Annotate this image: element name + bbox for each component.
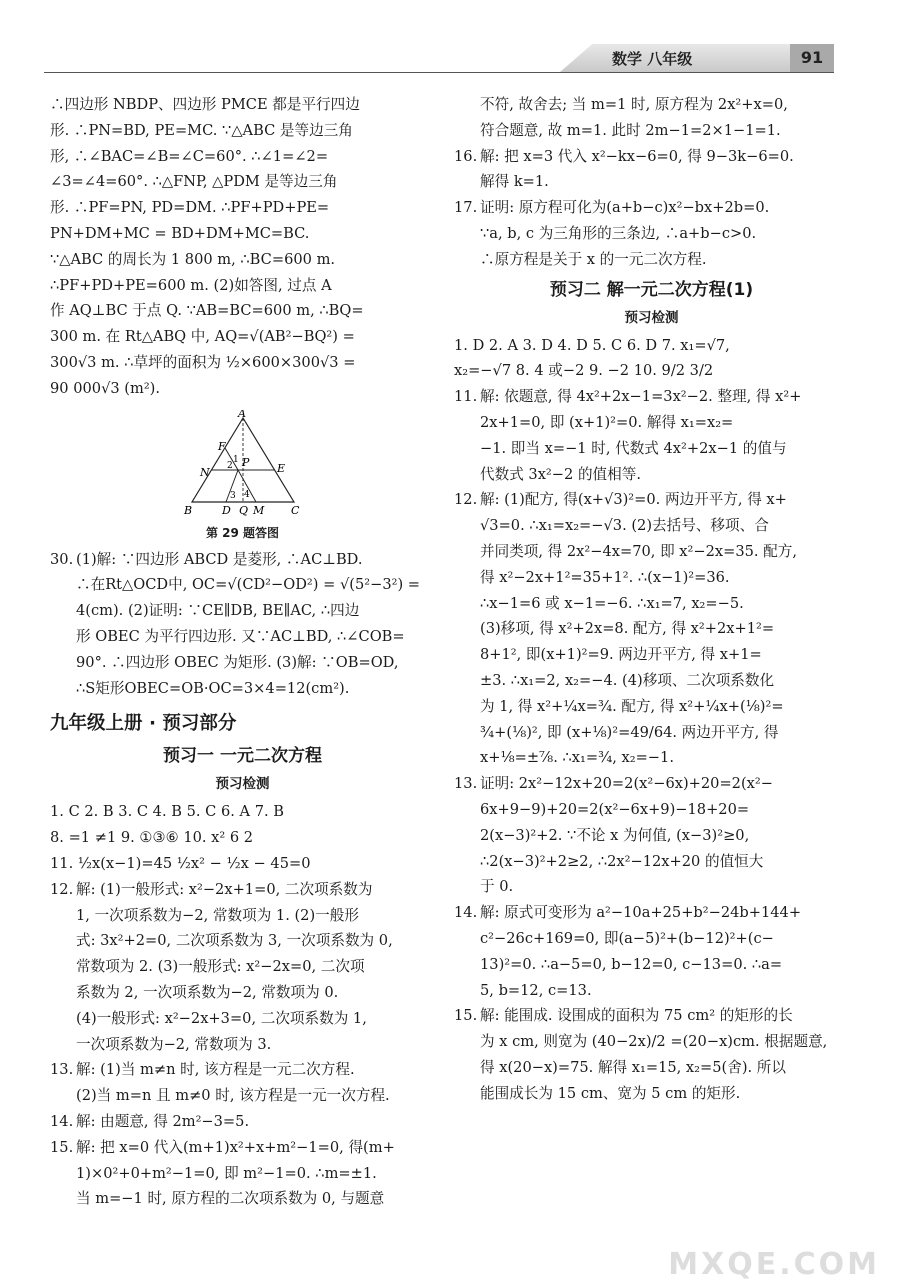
answer-line: (3)移项, 得 x²+2x=8. 配方, 得 x²+2x+1²= xyxy=(480,620,775,638)
q30 xyxy=(50,547,435,702)
answer-line: 不符, 故舍去; 当 m=1 时, 原方程为 2x²+x=0, xyxy=(480,96,788,113)
answer-line: √3=0. ∴x₁=x₂=−√3. (2)去括号、移项、合 xyxy=(480,517,769,535)
q29-figure xyxy=(50,410,435,541)
answer-line: 解得 k=1. xyxy=(480,173,549,191)
fig-label: 1 xyxy=(232,454,239,465)
right-column xyxy=(454,92,849,1106)
lesson-subtitle: 预习检测 xyxy=(215,776,270,793)
q12 xyxy=(50,877,435,1058)
answer-line: ∴四边形 NBDP、四边形 PMCE 都是平行四边 xyxy=(50,96,360,113)
answer-line: 解: (1)当 m≠n 时, 该方程是一元二次方程. xyxy=(76,1061,355,1079)
q14 xyxy=(454,900,849,1003)
answer-line: 形. ∴PF=PN, PD=DM. ∴PF+PD+PE= xyxy=(50,199,330,217)
answer-row: 8. =1 ≠1 9. ①③⑥ 10. x² 6 2 xyxy=(50,829,254,847)
answer-line: 常数项为 2. (3)一般形式: x²−2x=0, 二次项 xyxy=(76,958,365,976)
section-title: 九年级上册 · 预习部分 xyxy=(50,713,237,735)
q13 xyxy=(50,1057,435,1109)
question-number: 14. xyxy=(50,1112,74,1130)
answer-row: 1. D 2. A 3. D 4. D 5. C 6. D 7. x₁=√7, xyxy=(454,336,730,354)
fig-label: 2 xyxy=(226,460,233,471)
question-number: 13. xyxy=(50,1061,74,1079)
answer-line: 5, b=12, c=13. xyxy=(480,981,592,999)
answer-line: 4(cm). (2)证明: ∵CE∥DB, BE∥AC, ∴四边 xyxy=(76,602,360,620)
answer-line: 2x+1=0, 即 (x+1)²=0. 解得 x₁=x₂= xyxy=(480,413,734,431)
watermark: MXQE.COM xyxy=(668,1247,880,1282)
fig-label: A xyxy=(237,409,246,420)
q12 xyxy=(454,487,849,771)
q13 xyxy=(454,771,849,900)
answer-line: ∴x−1=6 或 x−1=−6. ∴x₁=7, x₂=−5. xyxy=(480,594,744,612)
answer-row: x₂=−√7 8. 4 或−2 9. −2 10. 9/2 3/2 xyxy=(454,362,714,380)
fig-label: Q xyxy=(238,503,248,517)
answer-line: 1)×0²+0+m²−1=0, 即 m²−1=0. ∴m=±1. xyxy=(76,1164,377,1182)
answer-line: 并同类项, 得 2x²−4x=70, 即 x²−2x=35. 配方, xyxy=(480,542,798,560)
answer-line: c²−26c+169=0, 即(a−5)²+(b−12)²+(c− xyxy=(480,929,774,947)
answer-line: (1)解: ∵四边形 ABCD 是菱形, ∴AC⊥BD. xyxy=(76,550,363,568)
answer-line: 当 m=−1 时, 原方程的二次项系数为 0, 与题意 xyxy=(76,1190,385,1208)
answer-list xyxy=(454,333,849,385)
answer-line: ¾+(⅛)², 即 (x+⅛)²=49/64. 两边开平方, 得 xyxy=(480,723,779,741)
answer-line: 符合题意, 故 m=1. 此时 2m−1=2×1−1=1. xyxy=(480,121,781,139)
answer-line: −1. 即当 x=−1 时, 代数式 4x²+2x−1 的值与 xyxy=(480,439,787,457)
fig-label: B xyxy=(183,503,192,517)
q17 xyxy=(454,195,849,272)
question-number: 12. xyxy=(454,491,478,509)
answer-line: 解: 原式可变形为 a²−10a+25+b²−24b+144+ xyxy=(480,904,802,922)
answer-line: ∴PF+PD+PE=600 m. (2)如答图, 过点 A xyxy=(50,276,332,294)
answer-line: 解: (1)一般形式: x²−2x+1=0, 二次项系数为 xyxy=(76,880,373,898)
answer-line: ∵△ABC 的周长为 1 800 m, ∴BC=600 m. xyxy=(50,250,336,268)
question-number: 30. xyxy=(50,550,74,568)
answer-line: 8+1², 即(x+1)²=9. 两边开平方, 得 x+1= xyxy=(480,646,762,664)
answer-line: 形. ∴PN=BD, PE=MC. ∵△ABC 是等边三角 xyxy=(50,121,353,139)
fig-label: D xyxy=(221,503,231,517)
fig-label: F xyxy=(217,439,226,453)
answer-line: ±3. ∴x₁=2, x₂=−4. (4)移项、二次项系数化 xyxy=(480,671,775,689)
q11 xyxy=(454,384,849,487)
header-rule xyxy=(44,72,834,73)
question-number: 14. xyxy=(454,904,478,922)
fig-label: N xyxy=(199,465,210,479)
answer-line: 为 1, 得 x²+¼x=¾. 配方, 得 x²+¼x+(⅛)²= xyxy=(480,697,784,715)
answer-text: 解: 由题意, 得 2m²−3=5. xyxy=(76,1112,250,1130)
answer-line: 形 OBEC 为平行四边形. 又∵AC⊥BD, ∴∠COB= xyxy=(76,627,405,645)
answer-line: 于 0. xyxy=(480,878,514,896)
answer-line: 代数式 3x²−2 的值相等. xyxy=(480,465,641,483)
answer-line: 一次项系数为−2, 常数项为 3. xyxy=(76,1035,272,1053)
answer-line: 6x+9−9)+20=2(x²−6x+9)−18+20= xyxy=(480,800,750,818)
answer-line: PN+DM+MC = BD+DM+MC=BC. xyxy=(50,224,310,242)
answer-line: ∴原方程是关于 x 的一元二次方程. xyxy=(480,250,707,268)
header-subject: 数学 八年级 xyxy=(612,50,693,68)
answer-line: 证明: 2x²−12x+20=2(x²−6x)+20=2(x²− xyxy=(480,775,773,793)
answer-line: ∴在Rt△OCD中, OC=√(CD²−OD²) = √(5²−3²) = xyxy=(76,576,421,594)
answer-line: 能围成长为 15 cm、宽为 5 cm 的矩形. xyxy=(480,1084,741,1102)
answer-list xyxy=(50,799,435,876)
lesson-subtitle: 预习检测 xyxy=(624,309,679,326)
answer-line: 得 x(20−x)=75. 解得 x₁=15, x₂=5(舍). 所以 xyxy=(480,1058,786,1076)
answer-line: (2)当 m=n 且 m≠0 时, 该方程是一元一次方程. xyxy=(76,1087,390,1105)
answer-line: 2(x−3)²+2. ∵不论 x 为何值, (x−3)²≥0, xyxy=(480,826,750,844)
answer-line: (4)一般形式: x²−2x+3=0, 二次项系数为 1, xyxy=(76,1009,367,1027)
question-number: 13. xyxy=(454,775,478,793)
answer-line: 300√3 m. ∴草坪的面积为 ½×600×300√3 = xyxy=(50,353,356,371)
lesson-title: 预习一 一元二次方程 xyxy=(163,746,322,767)
q14 xyxy=(50,1109,435,1135)
q16 xyxy=(454,144,849,196)
answer-line: ∴S矩形OBEC=OB·OC=3×4=12(cm²). xyxy=(76,679,350,697)
answer-line: x+⅛=±⅞. ∴x₁=¾, x₂=−1. xyxy=(480,749,674,767)
left-column xyxy=(50,92,435,1212)
q15 xyxy=(454,1003,849,1106)
answer-line: 得 x²−2x+1²=35+1². ∴(x−1)²=36. xyxy=(480,568,730,586)
question-number: 16. xyxy=(454,147,478,165)
fig-label: E xyxy=(276,461,285,475)
answer-row: 11. ½x(x−1)=45 ½x² − ½x − 45=0 xyxy=(50,854,311,872)
answer-line: 90°. ∴四边形 OBEC 为矩形. (3)解: ∵OB=OD, xyxy=(76,653,399,671)
fig-label: 4 xyxy=(243,489,250,500)
answer-line: 1, 一次项系数为−2, 常数项为 1. (2)一般形 xyxy=(76,906,359,924)
fig-label: 3 xyxy=(229,490,236,501)
fig-label: P xyxy=(241,455,249,469)
answer-line: 解: 依题意, 得 4x²+2x−1=3x²−2. 整理, 得 x²+ xyxy=(480,388,802,406)
answer-line: 形, ∴∠BAC=∠B=∠C=60°. ∴∠1=∠2= xyxy=(50,147,329,165)
q15 xyxy=(50,1135,435,1212)
answer-line: 解: 能围成. 设围成的面积为 75 cm² 的矩形的长 xyxy=(480,1007,793,1025)
question-number: 15. xyxy=(50,1138,74,1156)
page-number: 91 xyxy=(790,44,834,72)
lesson-title: 预习二 解一元二次方程(1) xyxy=(549,279,754,300)
answer-line: 系数为 2, 一次项系数为−2, 常数项为 0. xyxy=(76,983,339,1001)
answer-line: 证明: 原方程可化为(a+b−c)x²−bx+2b=0. xyxy=(480,199,770,217)
fig-label: C xyxy=(290,503,299,517)
triangle-diagram xyxy=(178,410,308,522)
answer-line: 解: (1)配方, 得(x+√3)²=0. 两边开平方, 得 x+ xyxy=(480,491,787,509)
answer-line: 为 x cm, 则宽为 (40−2x)/2 =(20−x)cm. 根据题意, xyxy=(480,1033,828,1051)
answer-line: ∴2(x−3)²+2≥2, ∴2x²−12x+20 的值恒大 xyxy=(480,852,764,870)
answer-line: 解: 把 x=3 代入 x²−kx−6=0, 得 9−3k−6=0. xyxy=(480,147,794,165)
answer-line: 90 000√3 (m²). xyxy=(50,379,161,397)
question-number: 11. xyxy=(454,388,478,406)
answer-line: 作 AQ⊥BC 于点 Q. ∵AB=BC=600 m, ∴BQ= xyxy=(50,302,364,320)
question-number: 17. xyxy=(454,199,478,217)
answer-row: 1. C 2. B 3. C 4. B 5. C 6. A 7. B xyxy=(50,803,284,821)
q29-continuation xyxy=(50,92,435,402)
answer-line: ∠3=∠4=60°. ∴△FNP, △PDM 是等边三角 xyxy=(50,173,338,191)
answer-line: 300 m. 在 Rt△ABQ 中, AQ=√(AB²−BQ²) = xyxy=(50,328,355,346)
answer-line: 解: 把 x=0 代入(m+1)x²+x+m²−1=0, 得(m+ xyxy=(76,1138,395,1156)
answer-line: 13)²=0. ∴a−5=0, b−12=0, c−13=0. ∴a= xyxy=(480,955,783,973)
answer-line: 式: 3x²+2=0, 二次项系数为 3, 一次项系数为 0, xyxy=(76,932,393,950)
question-number: 12. xyxy=(50,880,74,898)
figure-caption: 第 29 题答图 xyxy=(205,525,280,540)
q15-continuation xyxy=(454,92,849,144)
question-number: 15. xyxy=(454,1007,478,1025)
answer-line: ∵a, b, c 为三角形的三条边, ∴a+b−c>0. xyxy=(480,224,757,242)
fig-label: M xyxy=(252,503,264,517)
